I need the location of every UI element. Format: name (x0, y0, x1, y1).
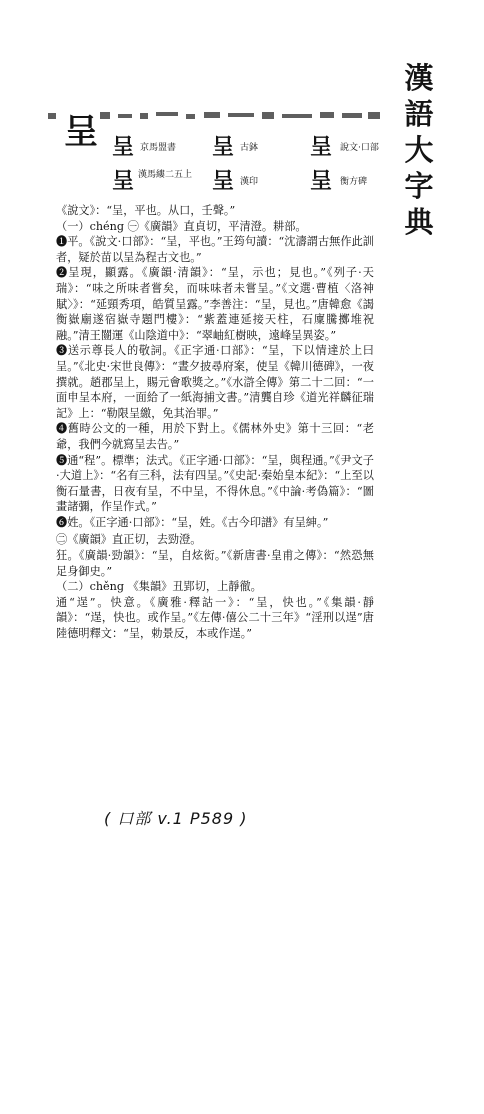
book-title-char: 漢 (404, 61, 434, 95)
entry-paragraph: 通“逞”。快意。《廣雅·釋詁一》：“呈，快也。”《集韻·靜韻》：“逞，快也。或作呈。”《左傳·僖公二十三年》“淫刑以逞”唐陸德明釋文：“呈，勅景反，本或作逞。” (56, 595, 374, 641)
entry-paragraph: 《說文》：“呈，平也。从口，壬聲。” (56, 204, 236, 217)
glyph-form: 呈 (112, 134, 135, 160)
book-title-char: 語 (404, 97, 434, 131)
glyph-caption: 漢印 (240, 177, 259, 187)
entry-paragraph: ❷呈現，顯露。《廣韻·清韻》：“呈，示也；見也。”《列子·天瑞》：“味之所味者嘗矣，而味味者未嘗呈。”《文選·曹植〈洛神賦〉》：“延頸秀項，皓質呈露。”李善注：“呈，見也。”唐韓愈《謁衡嶽廟遂宿嶽寺題門樓》：“紫蓋連延接天柱，石廩騰擲堆祝融。”清王闓運《山陰道中》：“翠岫紅樹映，遠峰呈異姿。” (56, 266, 374, 342)
entry-paragraph: ❹舊時公文的一種，用於下對上。《儒林外史》第十三回：“老爺，我們今就寫呈去告。” (56, 422, 374, 451)
scan-noise-band (48, 110, 393, 124)
book-title-char: 典 (404, 205, 434, 239)
book-title-char: 大 (404, 133, 434, 167)
glyph-form: 呈 (212, 134, 235, 160)
entry-paragraph: ❺通“程”。標準；法式。《正字通·口部》：“呈，與程通。”《尹文子·大道上》：“名有三科，法有四呈。”《史記·秦始皇本紀》：“上至以衡石量書，日夜有呈，不中呈，不得休息。”《中論·考偽篇》：“圖畫諸彌，作呈作式。” (56, 453, 374, 514)
entry-paragraph: 狂。《廣韻·勁韻》：“呈，自炫衒。”《新唐書·皇甫之傳》：“然恐無足身御史。” (56, 549, 374, 578)
entry-paragraph: ㊁《廣韻》直正切，去勁澄。 (56, 533, 202, 547)
book-title (402, 60, 436, 240)
book-title-char: 字 (404, 169, 434, 203)
handwritten-reference-note: ( 口部 v.1 P589 ) (104, 809, 248, 828)
glyph-caption: 說文·口部 (340, 143, 379, 153)
dictionary-entry-body (56, 203, 374, 642)
glyph-form: 呈 (212, 168, 235, 194)
entry-paragraph: ❶平。《說文·口部》：“呈，平也。”王筠句讀：“沈濤謂古無作此訓者，疑於苗以呈為程古文也。” (56, 235, 374, 264)
entry-paragraph: （二）chěng 《集韻》丑郢切，上靜徹。 (56, 580, 262, 594)
glyph-form: 呈 (112, 168, 135, 194)
glyph-form: 呈 (310, 168, 333, 194)
glyph-form: 呈 (310, 134, 333, 160)
head-character-block (48, 100, 393, 210)
glyph-caption: 京馬盟書 (140, 143, 177, 153)
glyph-caption: 古鉢 (240, 143, 259, 153)
glyph-caption: 漢馬縷二五上 (138, 170, 193, 180)
entry-paragraph: ❻姓。《正字通·口部》：“呈，姓。《古今印譜》有呈紳。” (56, 515, 329, 529)
glyph-caption: 衡方碑 (340, 177, 368, 187)
entry-paragraph: （一）chéng ㊀《廣韻》直貞切，平清澄。耕部。 (56, 219, 307, 233)
head-character: 呈 (64, 112, 98, 152)
entry-paragraph: ❸送示尊長人的敬詞。《正字通·口部》：“呈，下以情達於上曰呈。”《北史·宋世良傳》：“晝夕披尋府案，使呈《韓川德碑》，一夜撰就。趙郡呈上，賜元會歌獎之。”《水滸全傳》第二十二回：“一面申呈本府，一面給了一紙海捕文書。”清龔自珍《道光祥麟征瑞記》上：“勒限呈繳，免其治罪。” (56, 344, 374, 420)
